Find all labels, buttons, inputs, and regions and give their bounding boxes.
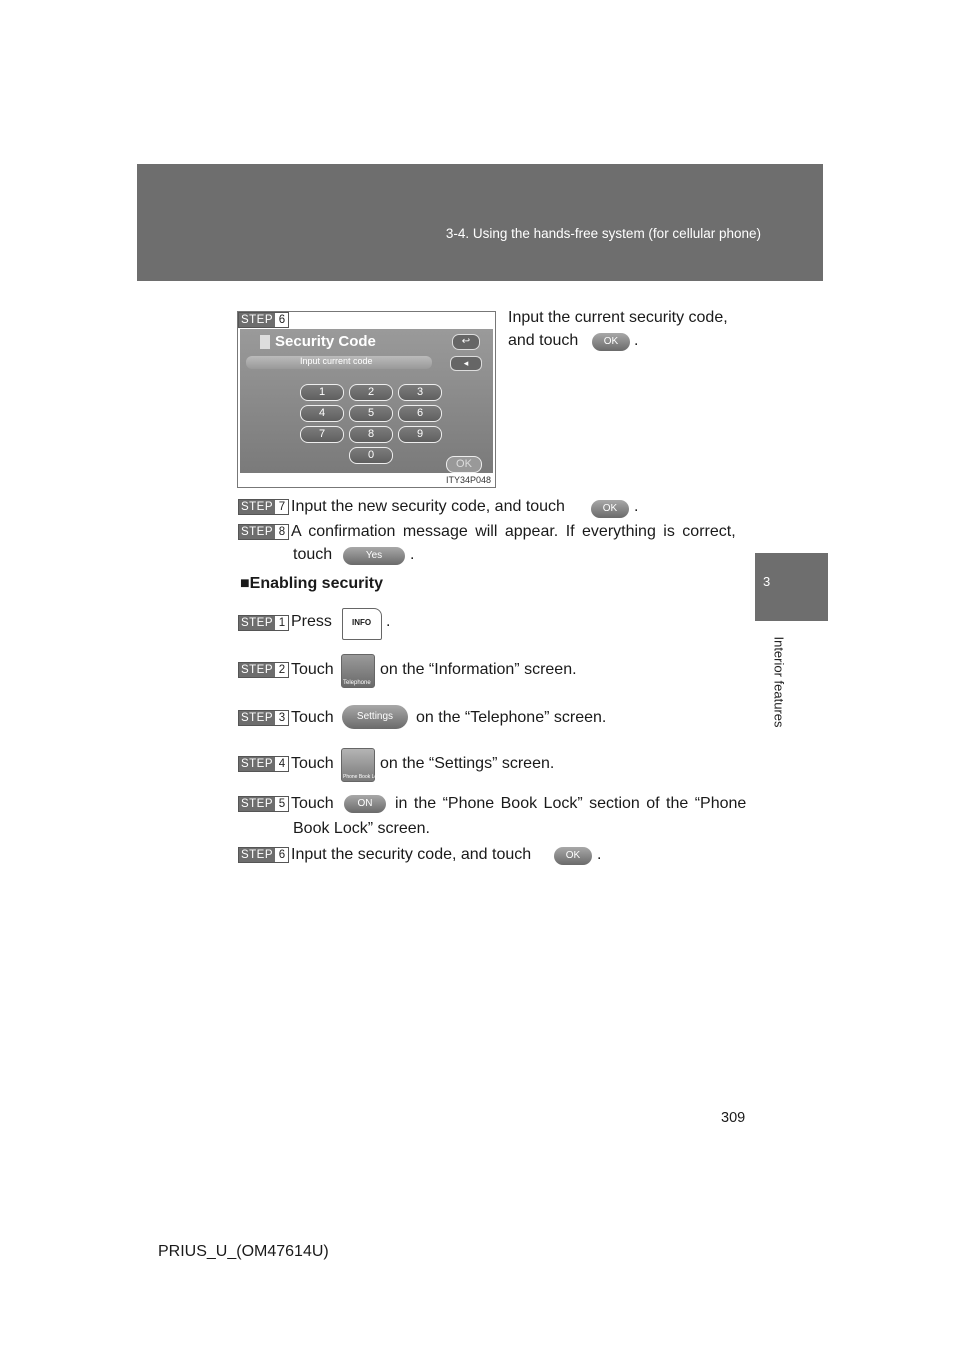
key-0[interactable]: 0 (349, 447, 393, 464)
step-badge: STEP 3 (238, 710, 289, 726)
step-text: Input the security code, and touch (291, 846, 532, 863)
step-text: Touch (291, 795, 334, 812)
header-band (137, 164, 823, 281)
step-text: on the “Telephone” screen. (416, 709, 607, 726)
screen-display (240, 329, 493, 473)
step7-text: Input the new security code, and touch (291, 498, 565, 515)
step-badge: STEP 4 (238, 756, 289, 772)
document-code: PRIUS_U_(OM47614U) (158, 1243, 329, 1260)
back-icon[interactable]: ↩ (452, 334, 480, 350)
step-text: Book Lock” screen. (293, 820, 430, 837)
key-7[interactable]: 7 (300, 426, 344, 443)
yes-button[interactable]: Yes (343, 547, 405, 565)
period: . (597, 846, 602, 863)
key-8[interactable]: 8 (349, 426, 393, 443)
period: . (386, 613, 391, 630)
step-badge: STEP 6 (238, 312, 289, 328)
period: . (634, 332, 639, 349)
step-text: in the “Phone Book Lock” section of the “Phone (395, 795, 747, 812)
phone-book-lock-icon[interactable]: Phone Book Lock (341, 748, 375, 782)
ok-button[interactable]: OK (554, 847, 592, 865)
code-input-field[interactable]: Input current code (246, 356, 432, 369)
step-badge: STEP 8 (238, 524, 289, 540)
key-1[interactable]: 1 (300, 384, 344, 401)
step-badge: STEP 7 (238, 499, 289, 515)
step-badge: STEP 1 (238, 615, 289, 631)
step-text: on the “Information” screen. (380, 661, 577, 678)
security-code-screen-figure (237, 311, 496, 488)
key-5[interactable]: 5 (349, 405, 393, 422)
key-9[interactable]: 9 (398, 426, 442, 443)
phone-icon (260, 335, 270, 349)
screen-title: Security Code (275, 333, 376, 350)
chapter-label (769, 632, 789, 732)
period: . (634, 498, 639, 515)
step-text: Press (291, 613, 332, 630)
key-3[interactable]: 3 (398, 384, 442, 401)
key-4[interactable]: 4 (300, 405, 344, 422)
info-button[interactable]: INFO (342, 608, 382, 640)
settings-button[interactable]: Settings (342, 705, 408, 729)
key-2[interactable]: 2 (349, 384, 393, 401)
step-badge: STEP 2 (238, 662, 289, 678)
step-text: Touch (291, 709, 334, 726)
step8-line2: touch (293, 546, 333, 563)
key-6[interactable]: 6 (398, 405, 442, 422)
chapter-number: 3 (763, 574, 771, 589)
ok-button[interactable]: OK (591, 500, 629, 518)
step8-line1: A confirmation message will appear. If everything is correct, (291, 523, 736, 540)
telephone-icon[interactable]: Telephone (341, 654, 375, 688)
delete-icon[interactable]: ◂ (450, 356, 482, 371)
step6-line2: and touch (508, 332, 579, 349)
page-number: 309 (721, 1110, 746, 1126)
step-text: Touch (291, 755, 334, 772)
ok-key[interactable]: OK (446, 456, 482, 473)
step-text: on the “Settings” screen. (380, 755, 555, 772)
chapter-tab (755, 553, 828, 621)
section-title: 3-4. Using the hands-free system (for cellular phone) (445, 226, 761, 241)
period: . (410, 546, 415, 563)
step6-line1: Input the current security code, (508, 309, 728, 326)
step-badge: STEP 6 (238, 847, 289, 863)
step-text: Touch (291, 661, 334, 678)
on-button[interactable]: ON (344, 795, 386, 813)
figure-id: ITY34P048 (445, 475, 491, 485)
chapter-label-text: Interior features (771, 636, 787, 728)
section-heading: ■Enabling security (240, 575, 384, 592)
ok-button[interactable]: OK (592, 333, 630, 351)
step-badge: STEP 5 (238, 796, 289, 812)
